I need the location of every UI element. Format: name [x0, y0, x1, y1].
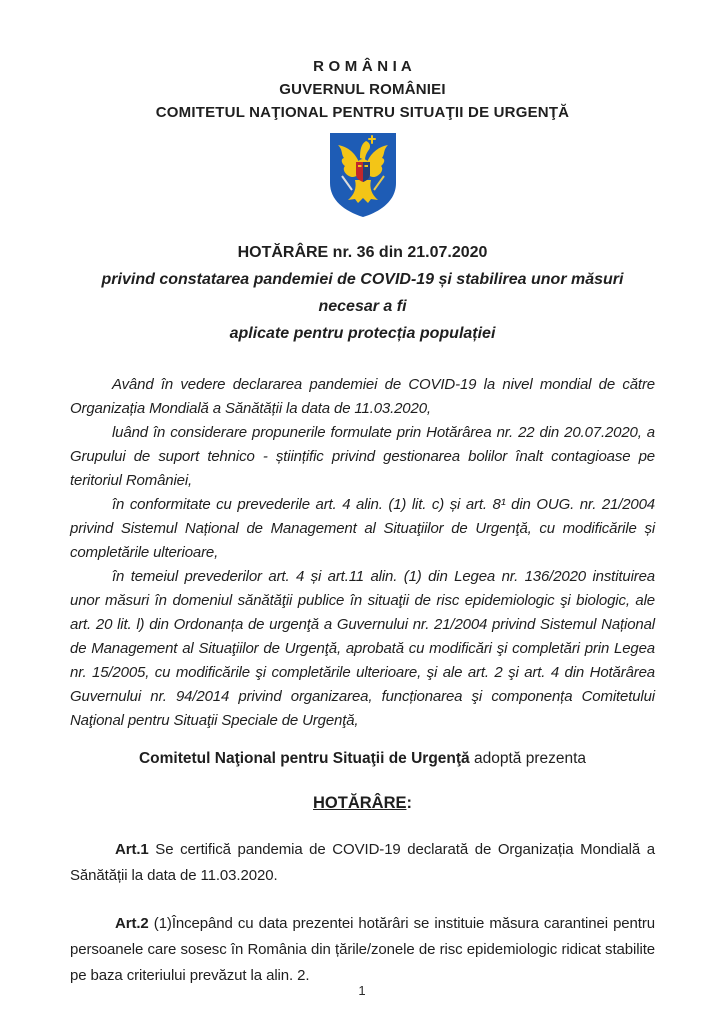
decision-subtitle-line2: aplicate pentru protecția populației: [229, 325, 496, 342]
document-body: [70, 373, 655, 989]
decision-title-block: [70, 240, 655, 347]
preamble-paragraph-3: în conformitate cu prevederile art. 4 alin. (1) lit. c) și art. 8¹ din OUG. nr. 21/2004 privind Sistemul Național de Management al Situaţiilor de Urgenţă, cu modificările și completările ulterioare,: [70, 496, 655, 561]
government-name: GUVERNUL ROMÂNIEI: [279, 81, 446, 98]
article-1-label: Art.1: [115, 841, 149, 858]
committee-name: COMITETUL NAŢIONAL PENTRU SITUAŢII DE URGENŢĂ: [155, 104, 570, 121]
decision-heading: [70, 791, 655, 815]
enactment-line: [70, 747, 655, 771]
emblem-chest-detail: [358, 165, 362, 167]
document-header: [70, 55, 655, 124]
country-name: R O M Â N I A: [313, 58, 412, 75]
article-2-text: (1)Începând cu data prezentei hotărâri se instituie măsura carantinei pentru persoanele care sosesc în România din țările/zonele de risc epidemiologic ridicat stabilite pe baza criteriului prevăzut la alin. 2.: [70, 915, 655, 984]
page-number: 1: [358, 983, 366, 998]
article-1-text: Se certifică pandemia de COVID-19 declarată de Organizația Mondială a Sănătății la data de 11.03.2020.: [70, 841, 655, 884]
decision-title: HOTĂRÂRE nr. 36 din 21.07.2020: [237, 244, 488, 261]
coat-of-arms-svg: [328, 132, 398, 218]
preamble-paragraph-1: Având în vedere declararea pandemiei de COVID-19 la nivel mondial de către Organizația Mondială a Sănătății la data de 11.03.2020,: [70, 376, 655, 417]
decision-heading-word: HOTĂRÂRE: [313, 794, 407, 812]
article-2: [70, 911, 655, 989]
decision-heading-colon: :: [406, 794, 412, 812]
preamble-paragraph-4: în temeiul prevederilor art. 4 și art.11 alin. (1) din Legea nr. 136/2020 instituirea unor măsuri în domeniul sănătăţii publice în situaţii de risc epidemiologic şi biologic, ale art. 20 lit. l) din Ordonanța de urgenţă a Guvernului nr. 21/2004 privind Sistemul Național de Management al Situaţiilor de Urgenţă, aprobată cu modificări şi completări prin Legea nr. 15/2005, cu modificările şi completările ulterioare, şi ale art. 2 şi art. 4 din Hotărârea Guvernului nr. 94/2014 privind organizarea, funcționarea şi componența Comitetului Naţional pentru Situaţii Speciale de Urgenţă,: [70, 568, 655, 729]
article-2-label: Art.2: [115, 915, 149, 932]
article-1: [70, 837, 655, 889]
preamble-paragraph-2: luând în considerare propunerile formulate prin Hotărârea nr. 22 din 20.07.2020, a Grupului de suport tehnico - științific privind gestionarea bolilor înalt contagioase pe teritoriul României,: [70, 424, 655, 489]
enactment-rest: adoptă prezenta: [469, 750, 587, 767]
romania-coat-of-arms-icon: [328, 132, 398, 218]
enactment-committee-name: Comitetul Naţional pentru Situaţii de Urgenţă: [138, 750, 470, 767]
decision-subtitle-line1: privind constatarea pandemiei de COVID-19 și stabilirea unor măsuri necesar a fi: [101, 271, 624, 315]
emblem-chest-detail: [364, 165, 368, 167]
